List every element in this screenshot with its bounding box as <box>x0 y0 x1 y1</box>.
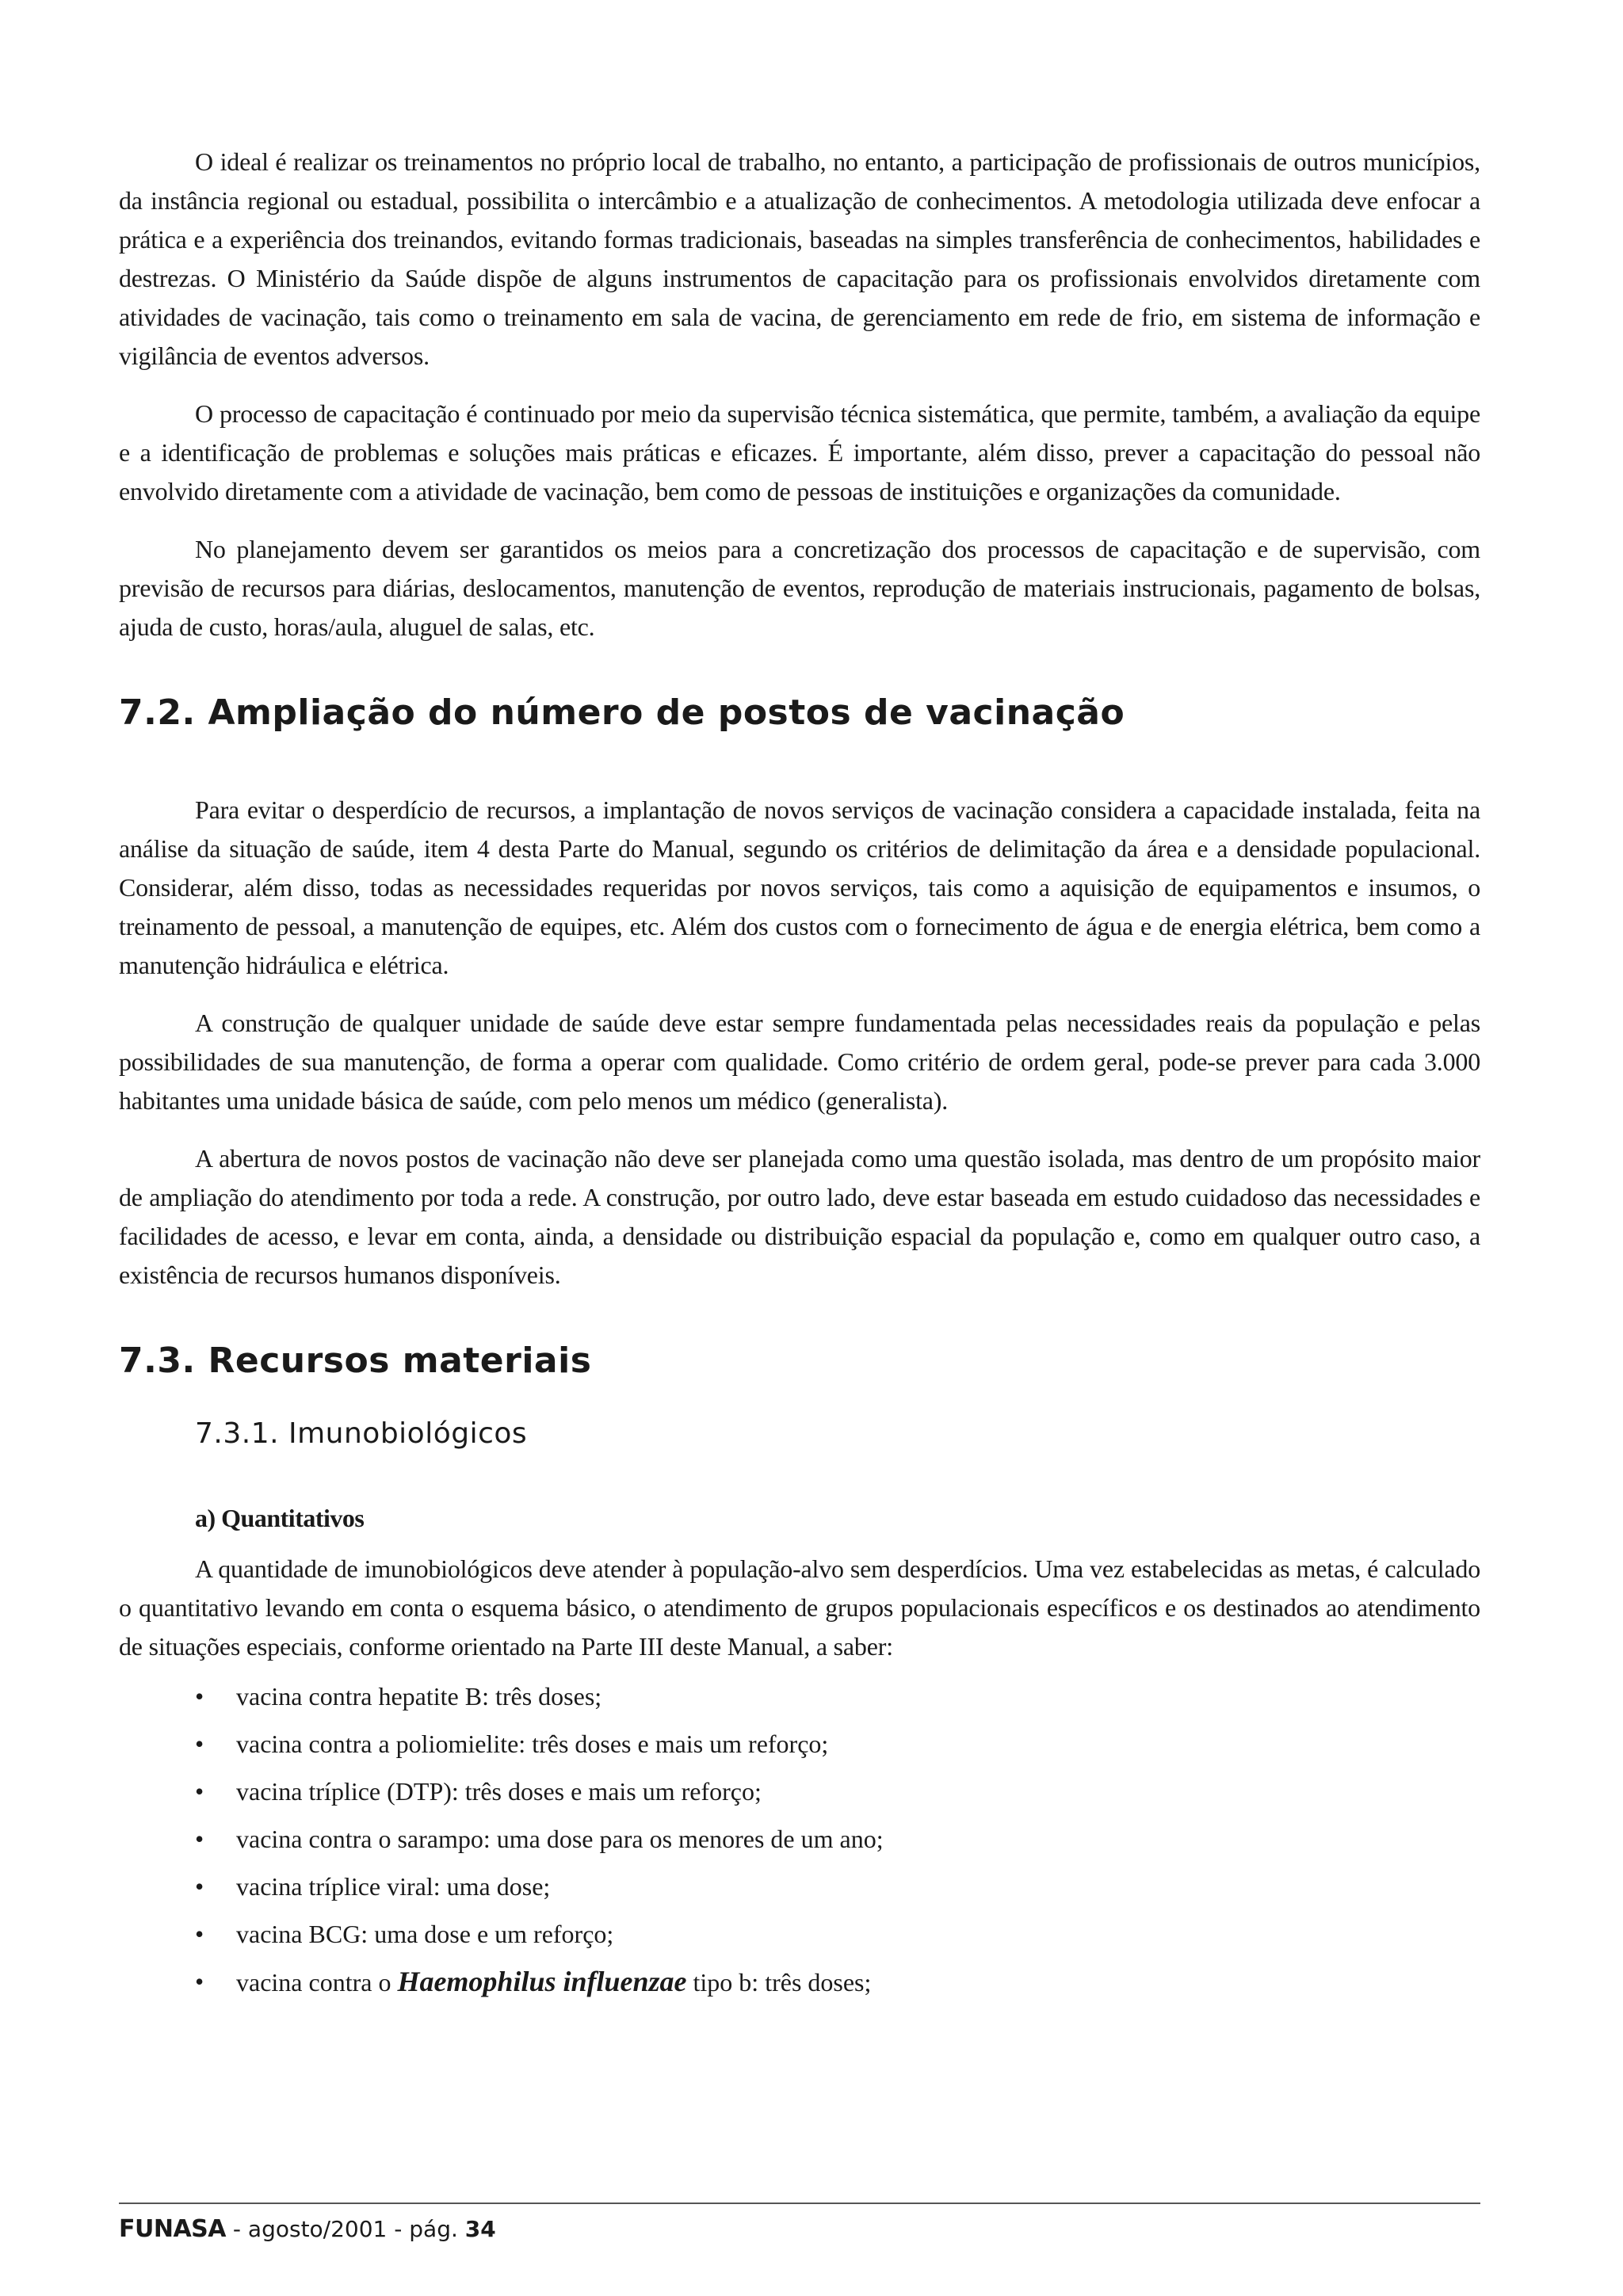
section-heading-7-3: 7.3. Recursos materiais <box>119 1341 592 1381</box>
subsub-heading-quantitativos: a) Quantitativos <box>195 1504 365 1532</box>
paragraph-intro-2: O processo de capacitação é continuado por meio da supervisão técnica sistemática, que permite, também, a avaliação da equipe e a identificação de problemas e soluções mais práticas e eficazes. É importante, além disso, prever a capacitação do pessoal não envolvido diretamente com a atividade de vacinação, bem como de pessoas de instituições e organizações da comunidade. <box>119 399 1480 505</box>
list-item-text: vacina contra o sarampo: uma dose para os menores de um ano; <box>236 1825 884 1853</box>
bullet-icon: • <box>195 1920 204 1948</box>
bullet-icon: • <box>195 1872 204 1901</box>
bullet-icon: • <box>195 1967 204 1996</box>
paragraph-intro-3: No planejamento devem ser garantidos os meios para a concretização dos processos de capacitação e de supervisão, com previsão de recursos para diárias, deslocamentos, manutenção de eventos, reprodução de materiais instrucionais, pagamento de bolsas, ajuda de custo, horas/aula, aluguel de salas, etc. <box>119 535 1480 641</box>
list-item <box>195 1964 1480 2000</box>
list-item-text: vacina BCG: uma dose e um reforço; <box>236 1920 614 1948</box>
page-footer <box>119 2215 496 2244</box>
list-item <box>195 1821 1480 1856</box>
document-page <box>119 143 1480 2012</box>
list-item-text: vacina contra a poliomielite: três doses e mais um reforço; <box>236 1730 829 1758</box>
paragraph-7-2-2: A construção de qualquer unidade de saúde deve estar sempre fundamentada pelas necessidades reais da população e pelas possibilidades de sua manutenção, de forma a operar com qualidade. Como critério de ordem geral, pode-se prever para cada 3.000 habitantes uma unidade básica de saúde, com pelo menos um médico (generalista). <box>119 1009 1480 1115</box>
list-item <box>195 1774 1480 1809</box>
list-item-text: vacina tríplice viral: uma dose; <box>236 1872 551 1901</box>
list-item-text: vacina contra hepatite B: três doses; <box>236 1682 602 1711</box>
bullet-icon: • <box>195 1682 204 1711</box>
list-item-text-prefix: vacina contra o <box>236 1968 398 1997</box>
list-item <box>195 1869 1480 1904</box>
list-item-text: vacina tríplice (DTP): três doses e mais um reforço; <box>236 1777 762 1806</box>
paragraph-intro-1: O ideal é realizar os treinamentos no próprio local de trabalho, no entanto, a participação de profissionais de outros municípios, da instância regional ou estadual, possibilita o intercâmbio e a atualização de conhecimentos. A metodologia utilizada deve enfocar a prática e a experiência dos treinandos, evitando formas tradicionais, baseadas na simples transferência de conhecimentos, habilidades e destrezas. O Ministério da Saúde dispõe de alguns instrumentos de capacitação para os profissionais envolvidos diretamente com atividades de vacinação, tais como o treinamento em sala de vacina, de gerenciamento em rede de frio, em sistema de informação e vigilância de eventos adversos. <box>119 147 1480 370</box>
footer-org: FUNASA <box>119 2215 227 2243</box>
footer-page-number: 34 <box>464 2216 496 2242</box>
subsection-heading-7-3-1: 7.3.1. Imunobiológicos <box>195 1417 528 1450</box>
paragraph-7-3-1: A quantidade de imunobiológicos deve atender à população-alvo sem desperdícios. Uma vez estabelecidas as metas, é calculado o quantitativo levando em conta o esquema básico, o atendimento de grupos populacionais específicos e os destinados ao atendimento de situações especiais, conforme orientado na Parte III deste Manual, a saber: <box>119 1554 1480 1661</box>
footer-divider <box>119 2203 1480 2204</box>
paragraph-7-2-1: Para evitar o desperdício de recursos, a implantação de novos serviços de vacinação considera a capacidade instalada, feita na análise da situação de saúde, item 4 desta Parte do Manual, segundo os critérios de delimitação da área e a densidade populacional. Considerar, além disso, todas as necessidades requeridas por novos serviços, tais como a aquisição de equipamentos e insumos, o treinamento de pessoal, a manutenção de equipes, etc. Além dos custos com o fornecimento de água e de energia elétrica, bem como a manutenção hidráulica e elétrica. <box>119 795 1480 979</box>
bullet-icon: • <box>195 1825 204 1853</box>
footer-date: - agosto/2001 - pág. <box>226 2216 465 2242</box>
paragraph-7-2-3: A abertura de novos postos de vacinação não deve ser planejada como uma questão isolada, mas dentro de um propósito maior de ampliação do atendimento por toda a rede. A construção, por outro lado, deve estar baseada em estudo cuidadoso das necessidades e facilidades de acesso, e levar em conta, ainda, a densidade ou distribuição espacial da população e, como em qualquer outro caso, a existência de recursos humanos disponíveis. <box>119 1144 1480 1289</box>
list-item <box>195 1679 1480 1714</box>
bullet-icon: • <box>195 1730 204 1758</box>
vaccine-list <box>119 1679 1480 2000</box>
list-item-text-italic: Haemophilus influenzae <box>397 1966 687 1997</box>
list-item <box>195 1726 1480 1761</box>
list-item-text-suffix: tipo b: três doses; <box>686 1968 872 1997</box>
bullet-icon: • <box>195 1777 204 1806</box>
list-item <box>195 1917 1480 1951</box>
section-heading-7-2: 7.2. Ampliação do número de postos de vacinação <box>119 692 1125 733</box>
